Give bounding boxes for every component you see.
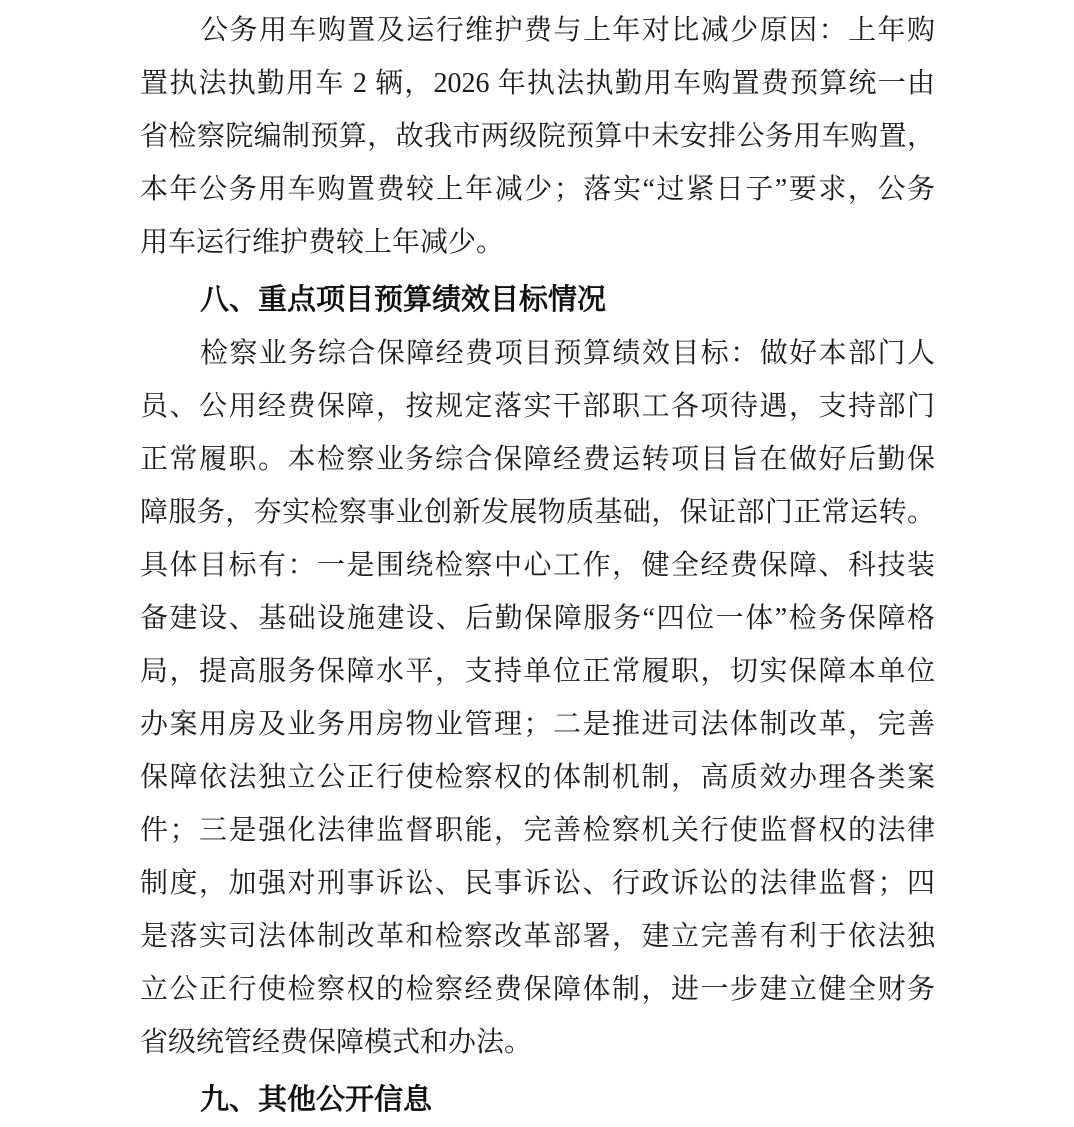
- paragraph-line: 省检察院编制预算，故我市两级院预算中未安排公务用车购置，: [140, 121, 935, 152]
- section-heading: 八、重点项目预算绩效目标情况: [200, 284, 607, 316]
- paragraph-line: 用车运行维护费较上年减少。: [140, 227, 505, 258]
- paragraph-line: 省级统管经费保障模式和办法。: [140, 1027, 533, 1058]
- paragraph-line: 本年公务用车购置费较上年减少；落实“过紧日子”要求，公务: [140, 174, 935, 205]
- paragraph-line: 备建设、基础设施建设、后勤保障服务“四位一体”检务保障格: [140, 603, 935, 634]
- paragraph-line: 制度，加强对刑事诉讼、民事诉讼、行政诉讼的法律监督；四: [140, 868, 935, 899]
- section-heading: 九、其他公开信息: [200, 1084, 433, 1116]
- paragraph-line: 办案用房及业务用房物业管理；二是推进司法体制改革，完善: [140, 709, 935, 740]
- paragraph-line: 立公正行使检察权的检察经费保障体制，进一步建立健全财务: [140, 974, 935, 1005]
- document-body: [140, 4, 935, 1127]
- paragraph-line: 保障依法独立公正行使检察权的体制机制，高质效办理各类案: [140, 762, 935, 793]
- paragraph-line: 是落实司法体制改革和检察改革部署，建立完善有利于依法独: [140, 921, 935, 952]
- paragraph-line: 局，提高服务保障水平，支持单位正常履职，切实保障本单位: [140, 656, 935, 687]
- paragraph-line: 具体目标有：一是围绕检察中心工作，健全经费保障、科技装: [140, 550, 935, 581]
- paragraph-line: 正常履职。本检察业务综合保障经费运转项目旨在做好后勤保: [140, 444, 935, 475]
- paragraph-line: 员、公用经费保障，按规定落实干部职工各项待遇，支持部门: [140, 391, 935, 422]
- paragraph-line: 件；三是强化法律监督职能，完善检察机关行使监督权的法律: [140, 815, 935, 846]
- paragraph-line: 置执法执勤用车 2 辆，2026 年执法执勤用车购置费预算统一由: [140, 68, 935, 99]
- paragraph-line: 公务用车购置及运行维护费与上年对比减少原因：上年购: [200, 15, 935, 46]
- paragraph-line: 检察业务综合保障经费项目预算绩效目标：做好本部门人: [200, 338, 935, 369]
- paragraph-line: 障服务，夯实检察事业创新发展物质基础，保证部门正常运转。: [140, 497, 935, 528]
